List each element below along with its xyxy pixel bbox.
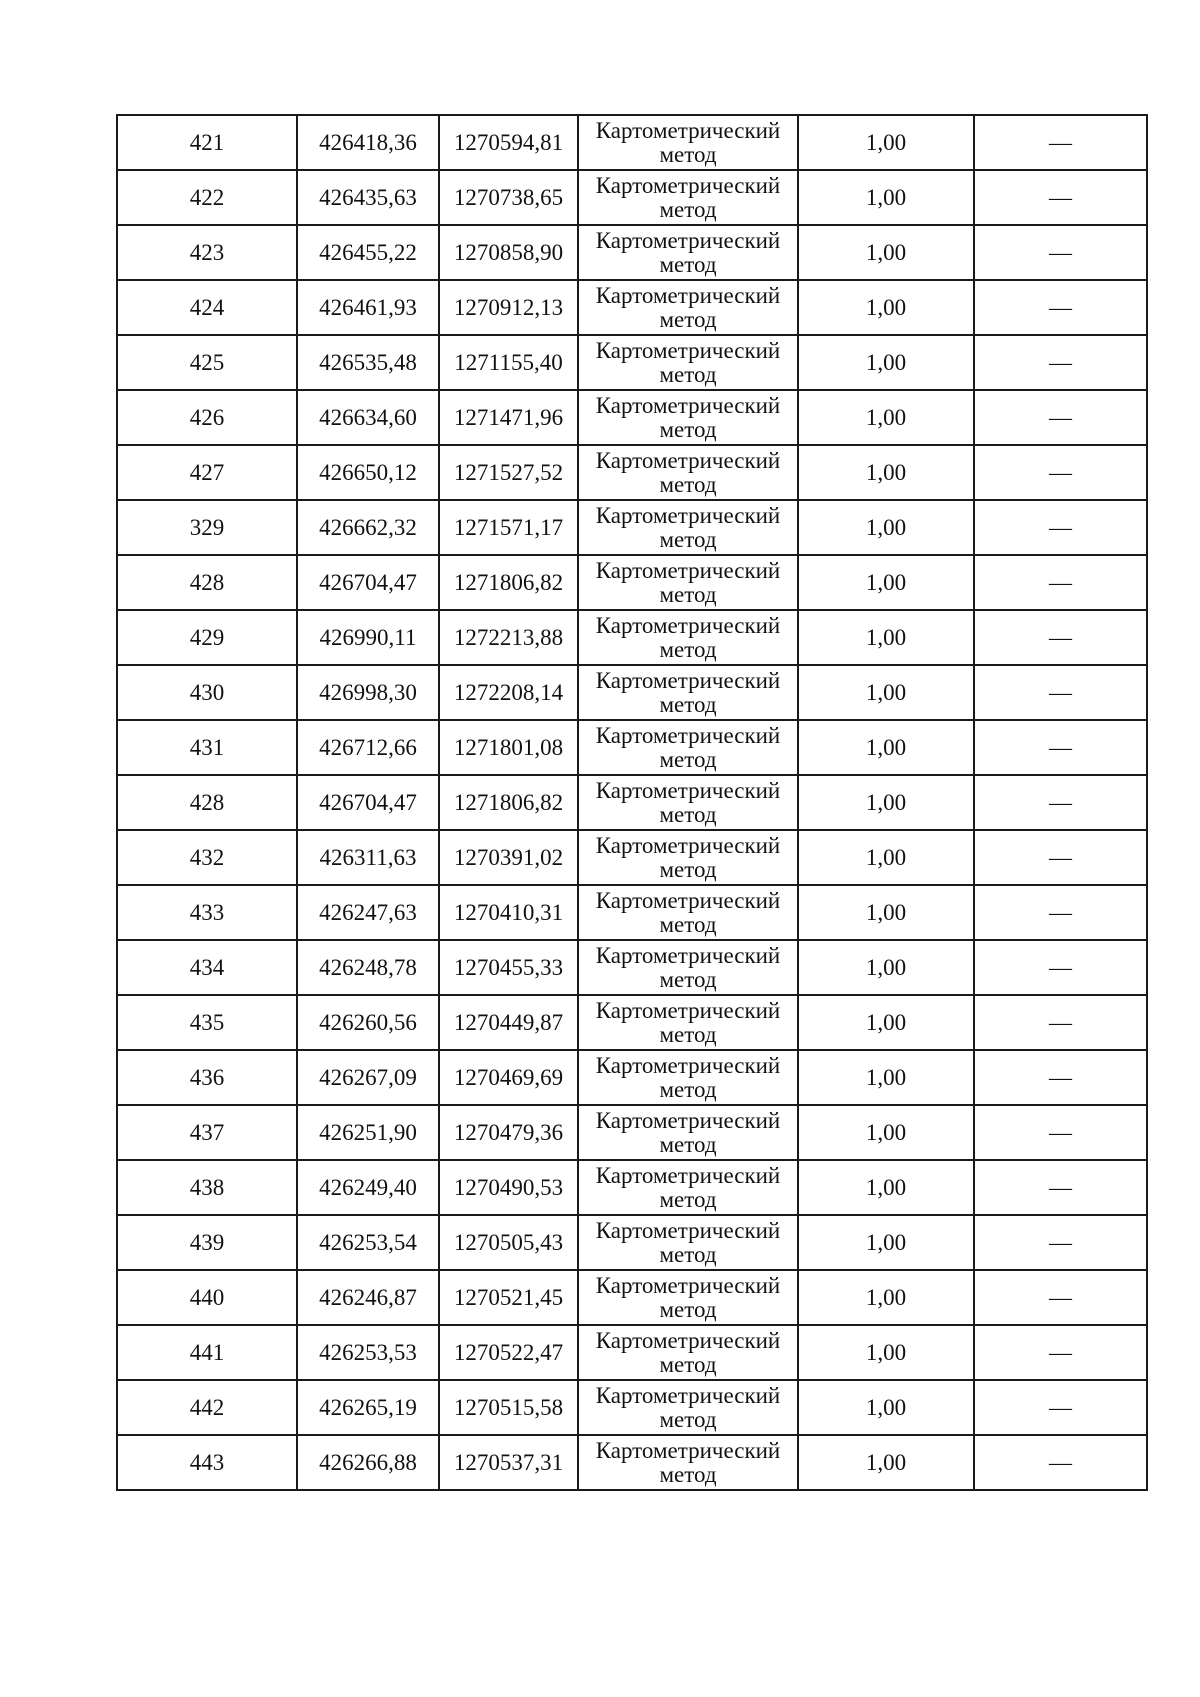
point-number-cell: 426 bbox=[117, 390, 297, 445]
x-coordinate-cell: 426265,19 bbox=[297, 1380, 439, 1435]
table-row bbox=[117, 940, 1147, 995]
method-text: Картометрический bbox=[595, 1272, 781, 1298]
y-coordinate-cell: 1270455,33 bbox=[439, 940, 578, 995]
point-number-cell: 428 bbox=[117, 775, 297, 830]
point-number-cell: 421 bbox=[117, 115, 297, 170]
y-coordinate-cell: 1270521,45 bbox=[439, 1270, 578, 1325]
note-cell: — bbox=[974, 1215, 1147, 1270]
x-coordinate-cell: 426998,30 bbox=[297, 665, 439, 720]
accuracy-cell: 1,00 bbox=[798, 995, 974, 1050]
y-coordinate-cell: 1270738,65 bbox=[439, 170, 578, 225]
method-cell bbox=[578, 995, 798, 1050]
point-number-cell: 435 bbox=[117, 995, 297, 1050]
method-text: метод bbox=[659, 746, 717, 772]
table-row bbox=[117, 1270, 1147, 1325]
method-cell bbox=[578, 1215, 798, 1270]
y-coordinate-cell: 1270469,69 bbox=[439, 1050, 578, 1105]
method-cell bbox=[578, 885, 798, 940]
point-number-cell: 440 bbox=[117, 1270, 297, 1325]
point-number-cell: 438 bbox=[117, 1160, 297, 1215]
method-text: метод bbox=[659, 856, 717, 882]
method-cell bbox=[578, 1160, 798, 1215]
x-coordinate-cell: 426461,93 bbox=[297, 280, 439, 335]
method-text: Картометрический bbox=[595, 667, 781, 693]
x-coordinate-cell: 426249,40 bbox=[297, 1160, 439, 1215]
method-text: Картометрический bbox=[595, 557, 781, 583]
point-number-cell: 424 bbox=[117, 280, 297, 335]
y-coordinate-cell: 1271571,17 bbox=[439, 500, 578, 555]
y-coordinate-cell: 1271155,40 bbox=[439, 335, 578, 390]
method-cell bbox=[578, 665, 798, 720]
method-text: метод bbox=[659, 141, 717, 167]
accuracy-cell: 1,00 bbox=[798, 335, 974, 390]
method-cell bbox=[578, 500, 798, 555]
note-cell: — bbox=[974, 1270, 1147, 1325]
accuracy-cell: 1,00 bbox=[798, 1160, 974, 1215]
method-cell bbox=[578, 280, 798, 335]
accuracy-cell: 1,00 bbox=[798, 555, 974, 610]
accuracy-cell: 1,00 bbox=[798, 775, 974, 830]
note-cell: — bbox=[974, 555, 1147, 610]
table-row bbox=[117, 280, 1147, 335]
note-cell: — bbox=[974, 1105, 1147, 1160]
method-text: метод bbox=[659, 1461, 717, 1487]
method-text: Картометрический bbox=[595, 1107, 781, 1133]
method-cell bbox=[578, 170, 798, 225]
point-number-cell: 425 bbox=[117, 335, 297, 390]
accuracy-cell: 1,00 bbox=[798, 1215, 974, 1270]
method-text: Картометрический bbox=[595, 1327, 781, 1353]
note-cell: — bbox=[974, 1380, 1147, 1435]
method-text: Картометрический bbox=[595, 1382, 781, 1408]
method-text: Картометрический bbox=[595, 337, 781, 363]
method-cell bbox=[578, 115, 798, 170]
method-cell bbox=[578, 1105, 798, 1160]
accuracy-cell: 1,00 bbox=[798, 665, 974, 720]
x-coordinate-cell: 426435,63 bbox=[297, 170, 439, 225]
accuracy-cell: 1,00 bbox=[798, 1380, 974, 1435]
method-text: Картометрический bbox=[595, 1162, 781, 1188]
point-number-cell: 428 bbox=[117, 555, 297, 610]
method-text: Картометрический bbox=[595, 997, 781, 1023]
x-coordinate-cell: 426455,22 bbox=[297, 225, 439, 280]
table-row bbox=[117, 720, 1147, 775]
x-coordinate-cell: 426260,56 bbox=[297, 995, 439, 1050]
point-number-cell: 439 bbox=[117, 1215, 297, 1270]
method-text: Картометрический bbox=[595, 117, 781, 143]
note-cell: — bbox=[974, 445, 1147, 500]
y-coordinate-cell: 1270410,31 bbox=[439, 885, 578, 940]
y-coordinate-cell: 1270505,43 bbox=[439, 1215, 578, 1270]
method-cell bbox=[578, 1380, 798, 1435]
method-cell bbox=[578, 610, 798, 665]
point-number-cell: 427 bbox=[117, 445, 297, 500]
method-cell bbox=[578, 555, 798, 610]
method-text: Картометрический bbox=[595, 1217, 781, 1243]
point-number-cell: 441 bbox=[117, 1325, 297, 1380]
method-text: метод bbox=[659, 581, 717, 607]
method-text: метод bbox=[659, 966, 717, 992]
method-cell bbox=[578, 225, 798, 280]
accuracy-cell: 1,00 bbox=[798, 940, 974, 995]
note-cell: — bbox=[974, 225, 1147, 280]
method-text: Картометрический bbox=[595, 612, 781, 638]
table-row bbox=[117, 775, 1147, 830]
method-text: метод bbox=[659, 1406, 717, 1432]
method-text: Картометрический bbox=[595, 887, 781, 913]
method-text: метод bbox=[659, 526, 717, 552]
table-row bbox=[117, 995, 1147, 1050]
x-coordinate-cell: 426253,54 bbox=[297, 1215, 439, 1270]
method-text: метод bbox=[659, 361, 717, 387]
note-cell: — bbox=[974, 170, 1147, 225]
y-coordinate-cell: 1271801,08 bbox=[439, 720, 578, 775]
y-coordinate-cell: 1270479,36 bbox=[439, 1105, 578, 1160]
note-cell: — bbox=[974, 885, 1147, 940]
accuracy-cell: 1,00 bbox=[798, 1435, 974, 1490]
method-cell bbox=[578, 940, 798, 995]
method-cell bbox=[578, 720, 798, 775]
point-number-cell: 429 bbox=[117, 610, 297, 665]
table-row bbox=[117, 555, 1147, 610]
note-cell: — bbox=[974, 1325, 1147, 1380]
method-cell bbox=[578, 1325, 798, 1380]
accuracy-cell: 1,00 bbox=[798, 1105, 974, 1160]
note-cell: — bbox=[974, 720, 1147, 775]
table-row bbox=[117, 665, 1147, 720]
method-cell bbox=[578, 775, 798, 830]
method-cell bbox=[578, 830, 798, 885]
point-number-cell: 442 bbox=[117, 1380, 297, 1435]
method-text: метод bbox=[659, 1351, 717, 1377]
note-cell: — bbox=[974, 940, 1147, 995]
accuracy-cell: 1,00 bbox=[798, 280, 974, 335]
table-row bbox=[117, 1435, 1147, 1490]
x-coordinate-cell: 426704,47 bbox=[297, 775, 439, 830]
method-text: Картометрический bbox=[595, 172, 781, 198]
y-coordinate-cell: 1270522,47 bbox=[439, 1325, 578, 1380]
method-cell bbox=[578, 1435, 798, 1490]
y-coordinate-cell: 1270391,02 bbox=[439, 830, 578, 885]
method-text: метод bbox=[659, 1131, 717, 1157]
accuracy-cell: 1,00 bbox=[798, 1050, 974, 1105]
method-text: метод bbox=[659, 691, 717, 717]
method-text: Картометрический bbox=[595, 282, 781, 308]
method-text: метод bbox=[659, 1021, 717, 1047]
point-number-cell: 423 bbox=[117, 225, 297, 280]
x-coordinate-cell: 426248,78 bbox=[297, 940, 439, 995]
x-coordinate-cell: 426662,32 bbox=[297, 500, 439, 555]
method-text: метод bbox=[659, 306, 717, 332]
method-text: Картометрический bbox=[595, 1052, 781, 1078]
note-cell: — bbox=[974, 335, 1147, 390]
x-coordinate-cell: 426311,63 bbox=[297, 830, 439, 885]
note-cell: — bbox=[974, 115, 1147, 170]
x-coordinate-cell: 426253,53 bbox=[297, 1325, 439, 1380]
table-row bbox=[117, 1215, 1147, 1270]
method-text: метод bbox=[659, 1241, 717, 1267]
method-text: метод bbox=[659, 1076, 717, 1102]
y-coordinate-cell: 1272208,14 bbox=[439, 665, 578, 720]
y-coordinate-cell: 1270912,13 bbox=[439, 280, 578, 335]
note-cell: — bbox=[974, 390, 1147, 445]
method-cell bbox=[578, 445, 798, 500]
accuracy-cell: 1,00 bbox=[798, 1325, 974, 1380]
table-row bbox=[117, 1105, 1147, 1160]
method-text: метод bbox=[659, 416, 717, 442]
method-text: Картометрический bbox=[595, 227, 781, 253]
point-number-cell: 437 bbox=[117, 1105, 297, 1160]
y-coordinate-cell: 1271527,52 bbox=[439, 445, 578, 500]
x-coordinate-cell: 426266,88 bbox=[297, 1435, 439, 1490]
y-coordinate-cell: 1270858,90 bbox=[439, 225, 578, 280]
method-text: метод bbox=[659, 251, 717, 277]
note-cell: — bbox=[974, 1435, 1147, 1490]
method-text: метод bbox=[659, 911, 717, 937]
x-coordinate-cell: 426990,11 bbox=[297, 610, 439, 665]
point-number-cell: 436 bbox=[117, 1050, 297, 1105]
x-coordinate-cell: 426251,90 bbox=[297, 1105, 439, 1160]
table-row bbox=[117, 1050, 1147, 1105]
table-row bbox=[117, 335, 1147, 390]
x-coordinate-cell: 426634,60 bbox=[297, 390, 439, 445]
method-text: Картометрический bbox=[595, 1437, 781, 1463]
method-cell bbox=[578, 335, 798, 390]
table-row bbox=[117, 225, 1147, 280]
table-row bbox=[117, 610, 1147, 665]
y-coordinate-cell: 1270490,53 bbox=[439, 1160, 578, 1215]
method-text: Картометрический bbox=[595, 832, 781, 858]
note-cell: — bbox=[974, 1160, 1147, 1215]
accuracy-cell: 1,00 bbox=[798, 830, 974, 885]
y-coordinate-cell: 1270449,87 bbox=[439, 995, 578, 1050]
method-text: метод bbox=[659, 471, 717, 497]
note-cell: — bbox=[974, 995, 1147, 1050]
accuracy-cell: 1,00 bbox=[798, 610, 974, 665]
accuracy-cell: 1,00 bbox=[798, 885, 974, 940]
point-number-cell: 422 bbox=[117, 170, 297, 225]
note-cell: — bbox=[974, 500, 1147, 555]
method-text: метод bbox=[659, 1296, 717, 1322]
x-coordinate-cell: 426246,87 bbox=[297, 1270, 439, 1325]
table-row bbox=[117, 830, 1147, 885]
method-text: Картометрический bbox=[595, 722, 781, 748]
y-coordinate-cell: 1270537,31 bbox=[439, 1435, 578, 1490]
point-number-cell: 433 bbox=[117, 885, 297, 940]
accuracy-cell: 1,00 bbox=[798, 170, 974, 225]
accuracy-cell: 1,00 bbox=[798, 115, 974, 170]
table-row bbox=[117, 1380, 1147, 1435]
x-coordinate-cell: 426267,09 bbox=[297, 1050, 439, 1105]
note-cell: — bbox=[974, 610, 1147, 665]
method-text: Картометрический bbox=[595, 392, 781, 418]
table-row bbox=[117, 115, 1147, 170]
coordinates-table bbox=[116, 114, 1148, 1491]
method-text: метод bbox=[659, 636, 717, 662]
method-cell bbox=[578, 390, 798, 445]
y-coordinate-cell: 1271471,96 bbox=[439, 390, 578, 445]
x-coordinate-cell: 426247,63 bbox=[297, 885, 439, 940]
method-text: метод bbox=[659, 801, 717, 827]
table-row bbox=[117, 390, 1147, 445]
table-row bbox=[117, 445, 1147, 500]
table-row bbox=[117, 170, 1147, 225]
method-text: метод bbox=[659, 1186, 717, 1212]
method-text: Картометрический bbox=[595, 502, 781, 528]
method-text: Картометрический bbox=[595, 777, 781, 803]
y-coordinate-cell: 1272213,88 bbox=[439, 610, 578, 665]
note-cell: — bbox=[974, 775, 1147, 830]
accuracy-cell: 1,00 bbox=[798, 225, 974, 280]
accuracy-cell: 1,00 bbox=[798, 1270, 974, 1325]
point-number-cell: 432 bbox=[117, 830, 297, 885]
accuracy-cell: 1,00 bbox=[798, 500, 974, 555]
x-coordinate-cell: 426418,36 bbox=[297, 115, 439, 170]
accuracy-cell: 1,00 bbox=[798, 720, 974, 775]
point-number-cell: 443 bbox=[117, 1435, 297, 1490]
accuracy-cell: 1,00 bbox=[798, 445, 974, 500]
point-number-cell: 431 bbox=[117, 720, 297, 775]
point-number-cell: 329 bbox=[117, 500, 297, 555]
y-coordinate-cell: 1270515,58 bbox=[439, 1380, 578, 1435]
x-coordinate-cell: 426704,47 bbox=[297, 555, 439, 610]
note-cell: — bbox=[974, 830, 1147, 885]
method-cell bbox=[578, 1050, 798, 1105]
y-coordinate-cell: 1271806,82 bbox=[439, 555, 578, 610]
y-coordinate-cell: 1270594,81 bbox=[439, 115, 578, 170]
table-row bbox=[117, 885, 1147, 940]
point-number-cell: 434 bbox=[117, 940, 297, 995]
table-row bbox=[117, 1160, 1147, 1215]
coordinates-table-body bbox=[117, 115, 1147, 1490]
method-text: Картометрический bbox=[595, 942, 781, 968]
y-coordinate-cell: 1271806,82 bbox=[439, 775, 578, 830]
table-row bbox=[117, 500, 1147, 555]
note-cell: — bbox=[974, 280, 1147, 335]
point-number-cell: 430 bbox=[117, 665, 297, 720]
x-coordinate-cell: 426650,12 bbox=[297, 445, 439, 500]
method-text: метод bbox=[659, 196, 717, 222]
accuracy-cell: 1,00 bbox=[798, 390, 974, 445]
x-coordinate-cell: 426712,66 bbox=[297, 720, 439, 775]
method-text: Картометрический bbox=[595, 447, 781, 473]
x-coordinate-cell: 426535,48 bbox=[297, 335, 439, 390]
table-row bbox=[117, 1325, 1147, 1380]
note-cell: — bbox=[974, 1050, 1147, 1105]
method-cell bbox=[578, 1270, 798, 1325]
note-cell: — bbox=[974, 665, 1147, 720]
